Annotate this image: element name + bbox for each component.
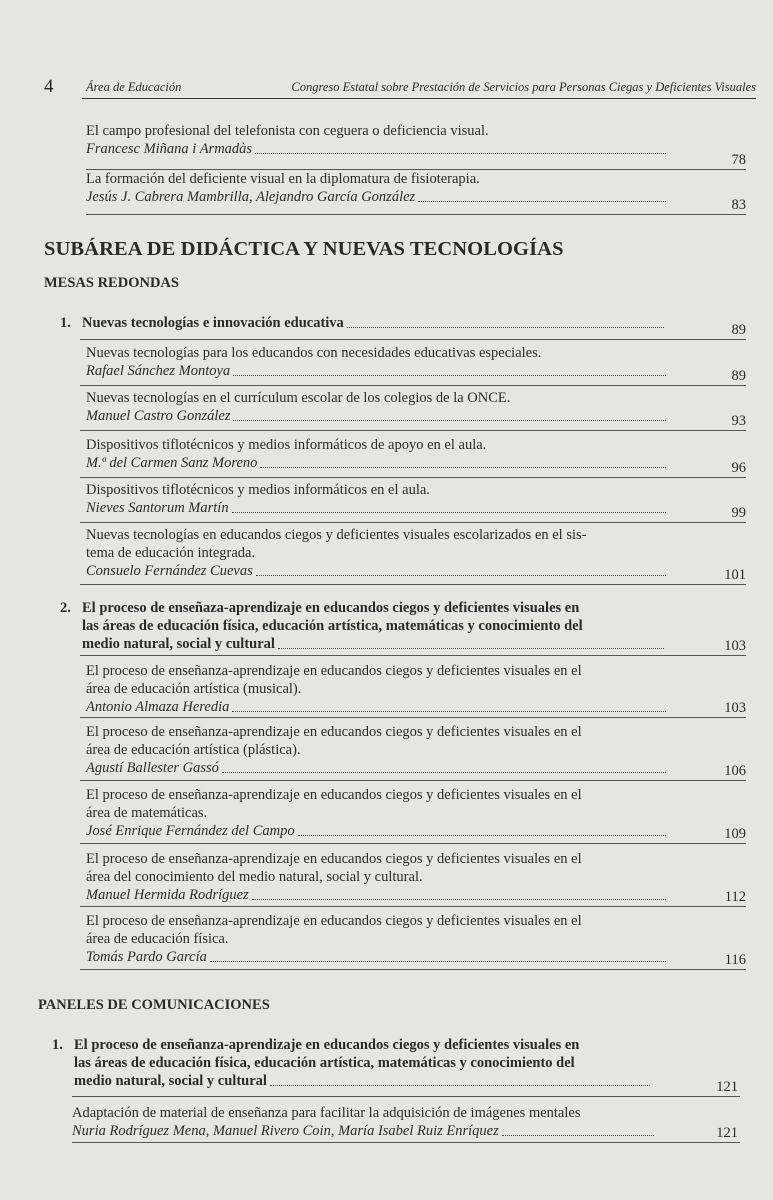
section-page: 121: [716, 1079, 738, 1095]
leader-dots: [278, 647, 664, 649]
entry-title: El proceso de enseñanza-aprendizaje en educandos ciegos y deficientes visuales en el: [86, 724, 582, 740]
running-header: [44, 76, 756, 102]
entry-title: La formación del deficiente visual en la diplomatura de fisioterapia.: [86, 171, 480, 187]
section-page: 103: [724, 638, 746, 654]
leader-dots: [298, 834, 666, 836]
entry-title: El campo profesional del telefonista con ceguera o deficiencia visual.: [86, 123, 489, 139]
entry-divider: [86, 214, 746, 215]
entry-authors: Antonio Almaza Heredia: [86, 699, 230, 715]
entry-divider: [80, 906, 746, 907]
section-divider: [80, 339, 746, 340]
entry-title-cont: tema de educación integrada.: [86, 545, 256, 561]
section-title-end: medio natural, social y cultural: [82, 636, 275, 652]
entry-page: 96: [731, 460, 746, 476]
entry-page: 83: [731, 197, 746, 213]
section-number: 1.: [52, 1037, 63, 1053]
entry-divider: [80, 717, 746, 718]
entry-authors: Nuria Rodríguez Mena, Manuel Rivero Coin, María Isabel Ruiz Enríquez: [72, 1123, 499, 1139]
toc-entry: [86, 526, 666, 580]
paneles-heading: PANELES DE COMUNICACIONES: [38, 997, 270, 1013]
entry-title: Dispositivos tiflotécnicos y medios informáticos en el aula.: [86, 482, 430, 498]
entry-divider: [80, 969, 746, 970]
leader-dots: [418, 200, 666, 202]
section-divider: [72, 1096, 740, 1097]
toc-entry: [86, 850, 666, 904]
entry-title-cont: área de educación artística (musical).: [86, 681, 302, 697]
entry-authors: José Enrique Fernández del Campo: [86, 823, 295, 839]
header-congress: Congreso Estatal sobre Prestación de Servicios para Personas Ciegas y Deficientes Visuales: [291, 80, 756, 94]
toc-entry: [86, 662, 666, 716]
mesas-heading: MESAS REDONDAS: [44, 275, 179, 291]
leader-dots: [502, 1134, 654, 1136]
toc-entry: [86, 122, 666, 158]
entry-page: 103: [724, 700, 746, 716]
section-title: El proceso de enseñaza-aprendizaje en educandos ciegos y deficientes visuales en: [82, 600, 580, 616]
entry-authors: Francesc Miñana i Armadàs: [86, 141, 253, 157]
section-heading: [60, 599, 664, 653]
leader-dots: [347, 326, 664, 328]
entry-authors: M.ª del Carmen Sanz Moreno: [86, 455, 258, 471]
section-title-cont: las áreas de educación física, educación artística, matemáticas y conocimiento del: [82, 618, 583, 634]
entry-title-cont: área de matemáticas.: [86, 805, 208, 821]
entry-page: 109: [724, 826, 746, 842]
section-title-cont: las áreas de educación física, educación artística, matemáticas y conocimiento del: [74, 1055, 575, 1071]
entry-title: El proceso de enseñanza-aprendizaje en educandos ciegos y deficientes visuales en el: [86, 913, 582, 929]
leader-dots: [233, 374, 666, 376]
entry-page: 101: [724, 567, 746, 583]
leader-dots: [270, 1084, 650, 1086]
entry-authors: Agustí Ballester Gassó: [86, 760, 219, 776]
page-number: 4: [44, 76, 54, 97]
section-title: Nuevas tecnologías e innovación educativa: [82, 315, 344, 331]
entry-title-cont: área de educación física.: [86, 931, 229, 947]
entry-title: El proceso de enseñanza-aprendizaje en educandos ciegos y deficientes visuales en el: [86, 787, 582, 803]
toc-entry: [86, 344, 666, 380]
entry-divider: [80, 430, 746, 431]
entry-page: 89: [731, 368, 746, 384]
entry-authors: Rafael Sánchez Montoya: [86, 363, 231, 379]
entry-divider: [80, 584, 746, 585]
section-title-end: medio natural, social y cultural: [74, 1073, 267, 1089]
entry-title: Nuevas tecnologías en educandos ciegos y deficientes visuales escolarizados en el sis-: [86, 527, 587, 543]
leader-dots: [255, 152, 666, 154]
section-number: 1.: [60, 315, 71, 331]
leader-dots: [232, 511, 666, 513]
entry-title: El proceso de enseñanza-aprendizaje en educandos ciegos y deficientes visuales en el: [86, 851, 582, 867]
toc-entry: [86, 786, 666, 840]
leader-dots: [260, 466, 666, 468]
header-area: Área de Educación: [86, 80, 182, 94]
entry-divider: [72, 1142, 740, 1143]
toc-entry: [86, 481, 666, 517]
leader-dots: [210, 960, 666, 962]
entry-divider: [80, 385, 746, 386]
leader-dots: [222, 771, 666, 773]
leader-dots: [256, 574, 666, 576]
section-title: El proceso de enseñanza-aprendizaje en educandos ciegos y deficientes visuales en: [74, 1037, 580, 1053]
section-divider: [80, 655, 746, 656]
entry-authors: Nieves Santorum Martín: [86, 500, 229, 516]
entry-title: Dispositivos tiflotécnicos y medios informáticos de apoyo en el aula.: [86, 437, 487, 453]
entry-page: 121: [716, 1125, 738, 1141]
leader-dots: [252, 898, 666, 900]
toc-entry: [86, 389, 666, 425]
toc-entry: [86, 170, 666, 206]
header-rule: [82, 98, 756, 99]
entry-authors: Jesús J. Cabrera Mambrilla, Alejandro García González: [86, 189, 416, 205]
entry-page: 112: [724, 889, 746, 905]
entry-page: 99: [731, 505, 746, 521]
subarea-title: SUBÁREA DE DIDÁCTICA Y NUEVAS TECNOLOGÍAS: [44, 238, 564, 260]
entry-divider: [80, 843, 746, 844]
entry-page: 106: [724, 763, 746, 779]
entry-page: 93: [731, 413, 746, 429]
section-page: 89: [731, 322, 746, 338]
entry-page: 116: [724, 952, 746, 968]
entry-authors: Manuel Hermida Rodríguez: [86, 887, 249, 903]
entry-authors: Consuelo Fernández Cuevas: [86, 563, 253, 579]
entry-authors: Tomás Pardo García: [86, 949, 207, 965]
toc-entry: [86, 912, 666, 966]
entry-title: Adaptación de material de enseñanza para facilitar la adquisición de imágenes mentales: [72, 1105, 581, 1121]
toc-entry: [72, 1104, 654, 1140]
section-heading: [60, 314, 664, 332]
entry-title: El proceso de enseñanza-aprendizaje en educandos ciegos y deficientes visuales en el: [86, 663, 582, 679]
entry-authors: Manuel Castro González: [86, 408, 231, 424]
leader-dots: [233, 419, 666, 421]
entry-title: Nuevas tecnologías en el currículum escolar de los colegios de la ONCE.: [86, 390, 511, 406]
section-number: 2.: [60, 600, 71, 616]
entry-title-cont: área del conocimiento del medio natural, social y cultural.: [86, 869, 423, 885]
toc-entry: [86, 723, 666, 777]
entry-title-cont: área de educación artística (plástica).: [86, 742, 301, 758]
toc-entry: [86, 436, 666, 472]
entry-page: 78: [731, 152, 746, 168]
entry-divider: [80, 780, 746, 781]
leader-dots: [232, 710, 666, 712]
entry-divider: [80, 522, 746, 523]
section-heading: [52, 1036, 650, 1090]
entry-divider: [80, 477, 746, 478]
entry-title: Nuevas tecnologías para los educandos con necesidades educativas especiales.: [86, 345, 542, 361]
